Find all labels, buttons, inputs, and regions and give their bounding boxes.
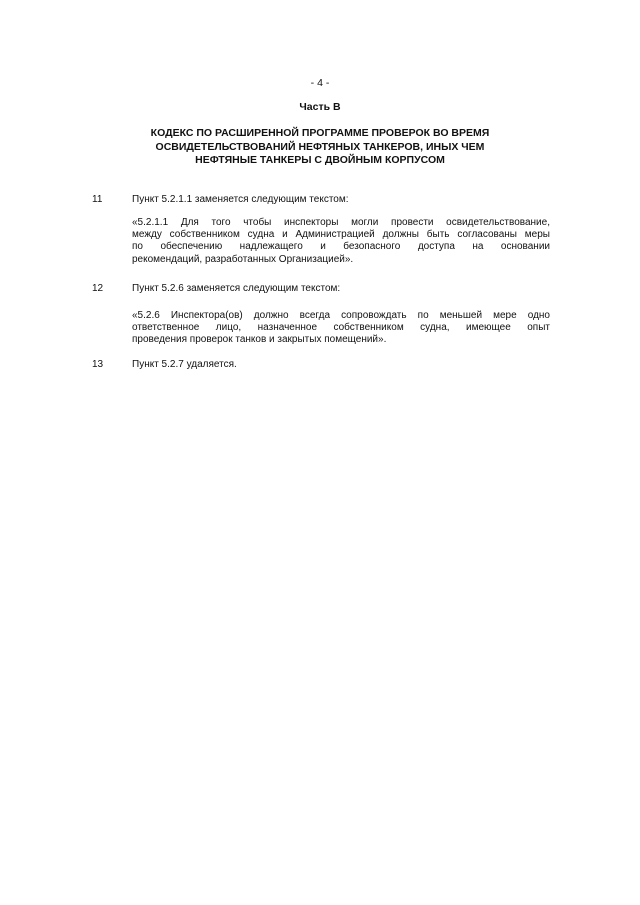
quote-line: проведения проверок танков и закрытых помещений». xyxy=(132,334,387,346)
item-number: 13 xyxy=(92,359,104,370)
quote-line: рекомендаций, разработанных Организацией». xyxy=(132,253,354,265)
replacement-text-5-2-1-1 xyxy=(132,217,550,266)
item-instruction: Пункт 5.2.6 заменяется следующим текстом: xyxy=(132,283,341,294)
item-number: 11 xyxy=(92,194,103,205)
document-title xyxy=(110,127,530,168)
document-title-line: ОСВИДЕТЕЛЬСТВОВАНИЙ НЕФТЯНЫХ ТАНКЕРОВ, ИНЫХ ЧЕМ xyxy=(155,140,485,153)
quote-line: по обеспечению надлежащего и безопасного доступа на основании xyxy=(132,241,550,253)
page-number: - 4 - xyxy=(310,77,330,89)
item-instruction: Пункт 5.2.7 удаляется. xyxy=(132,359,237,370)
quote-line: «5.2.6 Инспектора(ов) должно всегда сопровождать по меньшей мере одно xyxy=(132,310,550,321)
item-number: 12 xyxy=(92,283,104,294)
replacement-text-5-2-6 xyxy=(132,310,550,347)
quote-line: между собственником судна и Администрацией должны быть согласованы меры xyxy=(132,229,550,241)
quote-line: ответственное лицо, назначенное собственником судна, имеющее опыт xyxy=(132,322,550,334)
quote-line: «5.2.1.1 Для того чтобы инспекторы могли провести освидетельствование, xyxy=(132,217,550,228)
part-title: Часть В xyxy=(299,101,341,113)
document-title-line: НЕФТЯНЫЕ ТАНКЕРЫ С ДВОЙНЫМ КОРПУСОМ xyxy=(195,154,445,166)
item-instruction: Пункт 5.2.1.1 заменяется следующим текстом: xyxy=(132,194,349,205)
document-title-line: КОДЕКС ПО РАСШИРЕННОЙ ПРОГРАММЕ ПРОВЕРОК ВО ВРЕМЯ xyxy=(150,127,490,139)
